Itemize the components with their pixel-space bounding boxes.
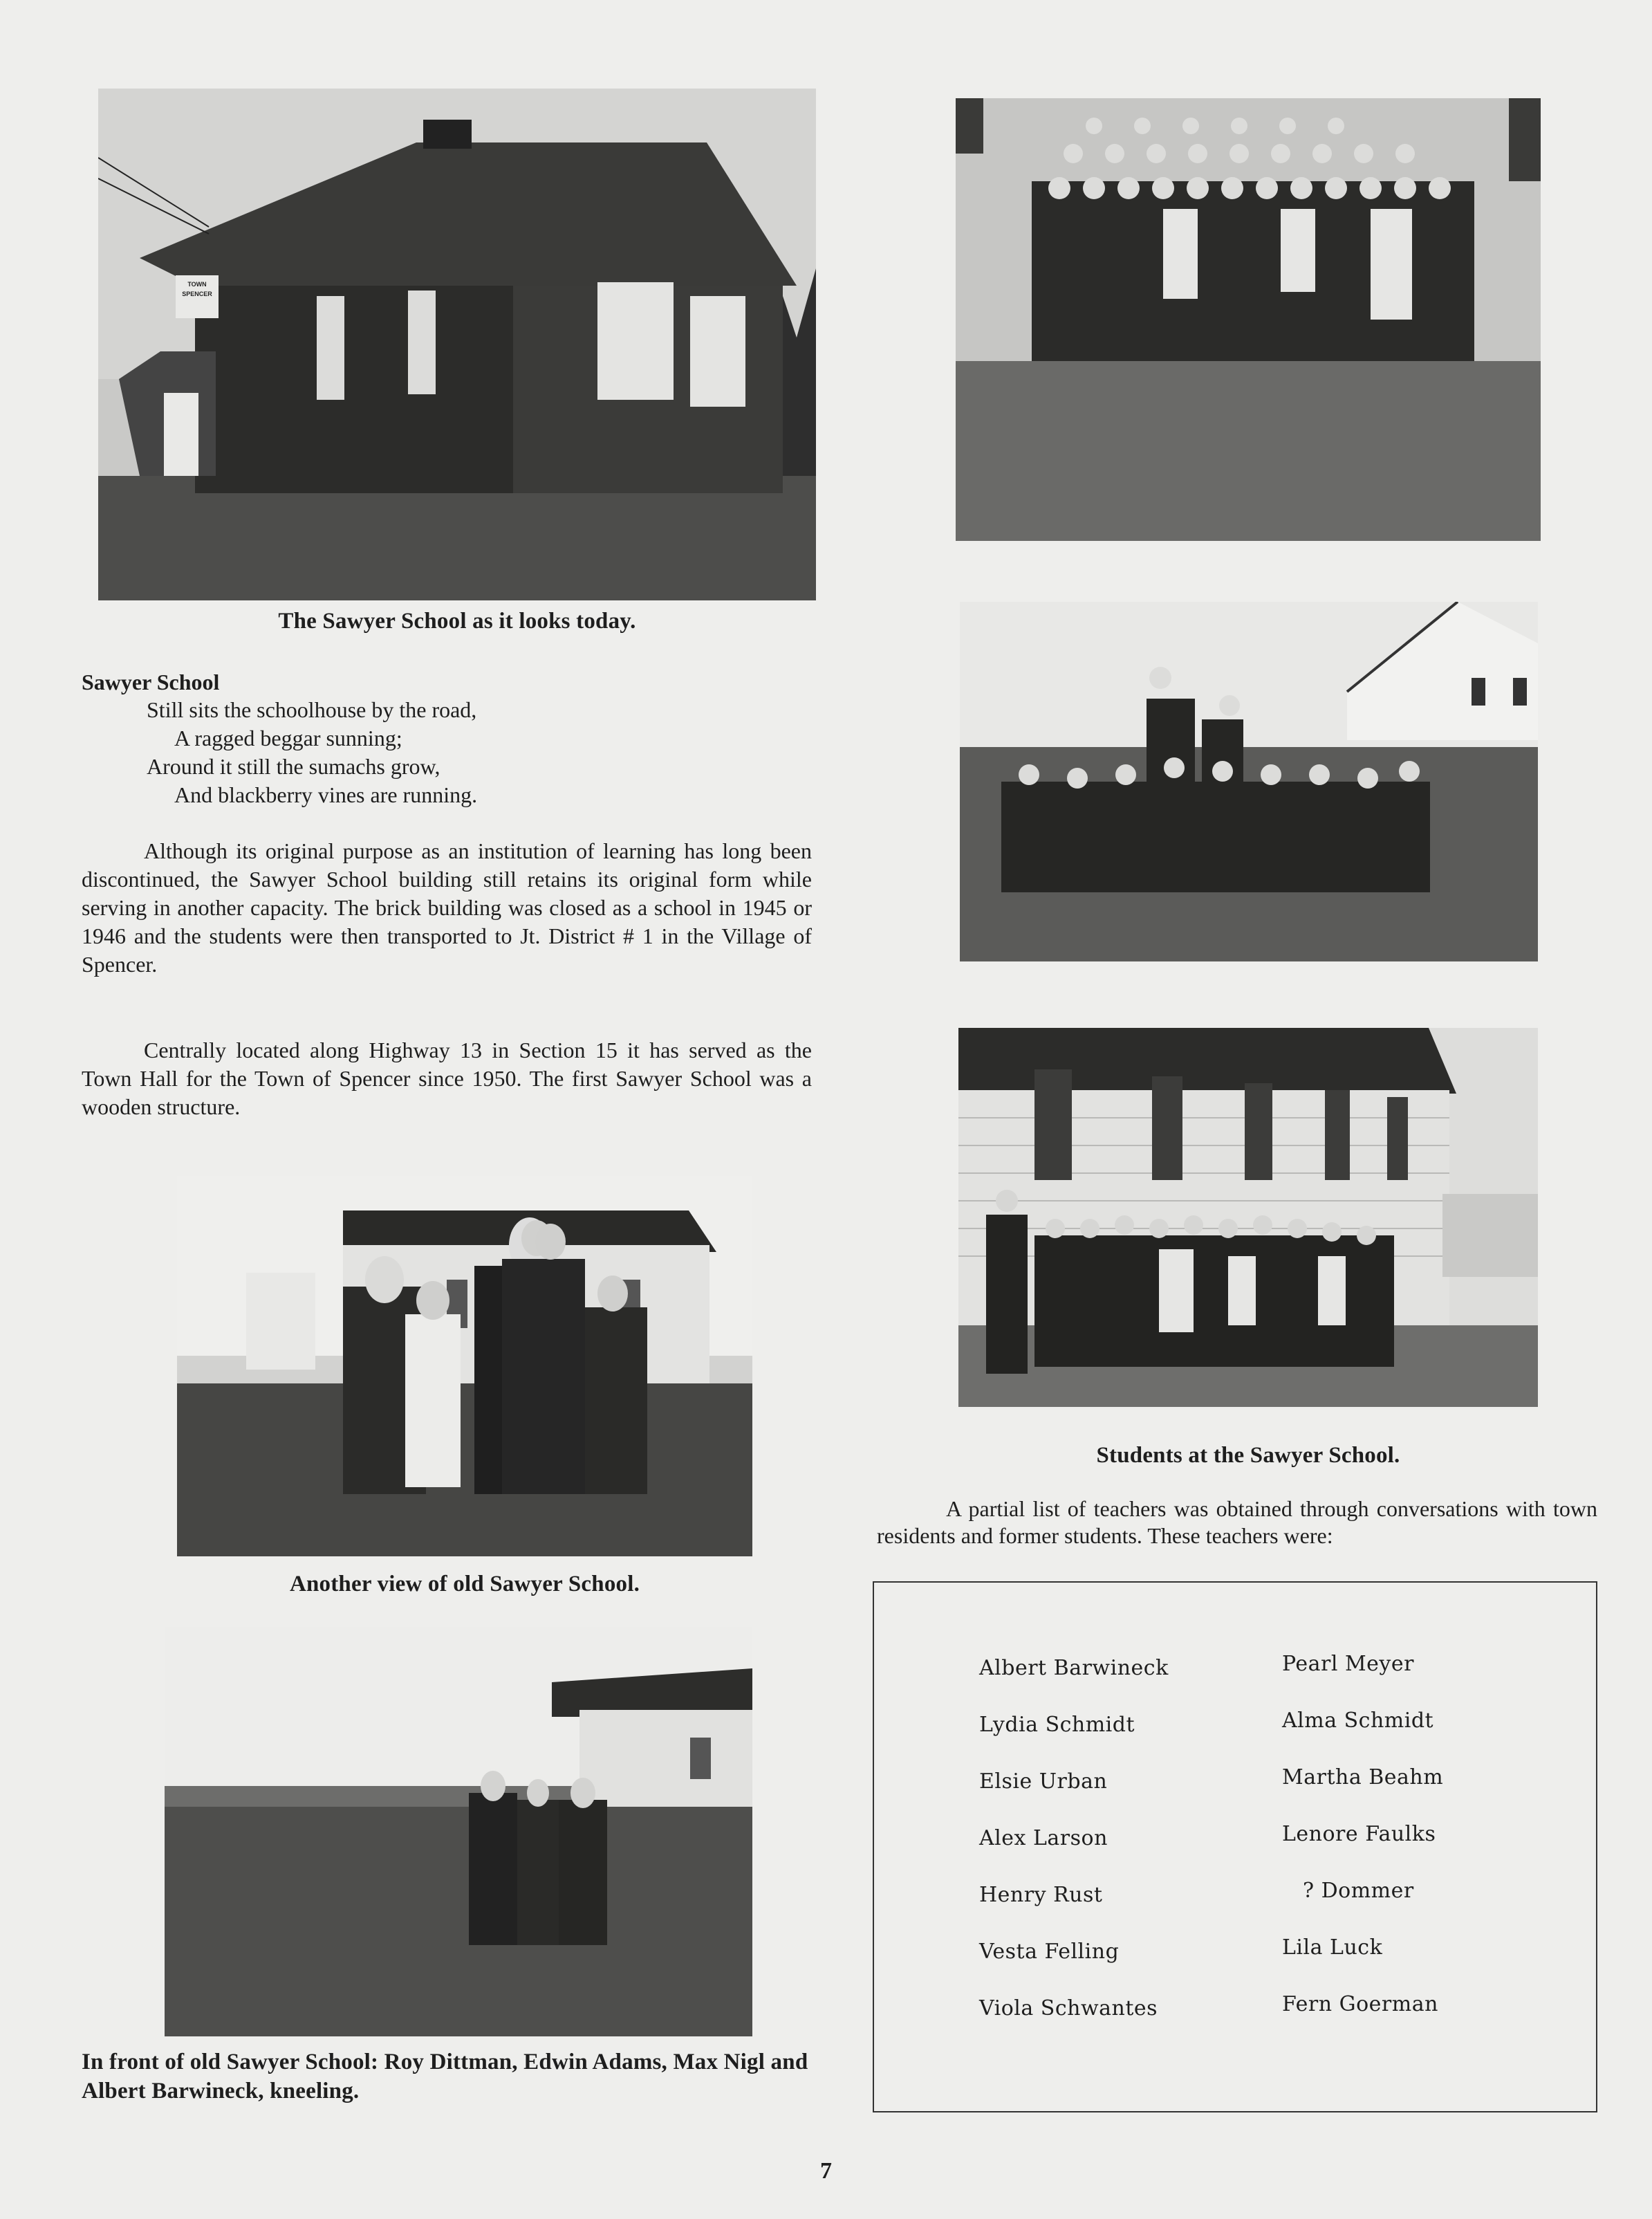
caption-another-view: Another view of old Sawyer School. (289, 1572, 640, 1596)
teacher-name: Albert Barwineck (979, 1656, 1169, 1680)
teacher-name: Lenore Faulks (1282, 1822, 1436, 1846)
article-paragraph-2 (82, 1036, 812, 1121)
town-sign-text (176, 279, 219, 299)
old-sawyer-school-photo (177, 1176, 752, 1556)
sign-line-1: TOWN (187, 281, 207, 288)
caption-in-front: In front of old Sawyer School: Roy Dittman, Edwin Adams, Max Nigl and Albert Barwineck, kneeling. (82, 2050, 808, 2103)
teachers-intro-text: A partial list of teachers was obtained through conversations with town residents and former students. These teachers were: (877, 1496, 1597, 1548)
teachers-intro (877, 1495, 1597, 1549)
teacher-name: Fern Goerman (1282, 1992, 1438, 2016)
sawyer-school-today-photo (98, 89, 816, 600)
teacher-name: Alma Schmidt (1282, 1709, 1434, 1733)
students-group-photo-3 (958, 1028, 1538, 1407)
article-paragraph-1 (82, 837, 812, 979)
caption-school-today: The Sawyer School as it looks today. (278, 609, 636, 634)
teacher-name: Alex Larson (979, 1826, 1108, 1850)
poem-line-3: Around it still the sumachs grow, (147, 754, 440, 779)
teacher-name: Henry Rust (979, 1883, 1103, 1907)
teacher-name: Vesta Felling (979, 1940, 1120, 1964)
teacher-name: ? Dommer (1303, 1879, 1414, 1903)
paragraph-1-text: Although its original purpose as an institution of learning has long been discontinued, the Sawyer School building still retains its original form while serving in another capacity. The brick building was closed as a school in 1945 or 1946 and the students were then transported to Jt. District # 1 in the Village of Spencer. (82, 838, 812, 977)
teacher-list-right (1282, 1652, 1443, 2049)
poem-line-2: A ragged beggar sunning; (174, 726, 402, 751)
students-group-photo-2 (960, 602, 1538, 961)
teacher-name: Lila Luck (1282, 1935, 1383, 1960)
poem (82, 696, 815, 809)
article-heading: Sawyer School (82, 670, 220, 694)
page-number: 7 (820, 2158, 832, 2184)
caption-students: Students at the Sawyer School. (1096, 1443, 1400, 1468)
poem-line-4: And blackberry vines are running. (174, 782, 478, 807)
teacher-name: Lydia Schmidt (979, 1713, 1135, 1737)
paragraph-2-text: Centrally located along Highway 13 in Section 15 it has served as the Town Hall for the Town of Spencer since 1950. The first Sawyer School was a wooden structure. (82, 1038, 812, 1119)
teacher-name: Pearl Meyer (1282, 1652, 1414, 1676)
sign-line-2: SPENCER (182, 291, 212, 297)
front-of-old-sawyer-school-photo (165, 1627, 752, 2036)
teacher-name: Viola Schwantes (979, 1996, 1158, 2020)
poem-line-1: Still sits the schoolhouse by the road, (147, 697, 477, 722)
teacher-list-left (979, 1656, 1169, 2053)
teacher-list-box (873, 1581, 1597, 2112)
teacher-name: Elsie Urban (979, 1769, 1108, 1794)
students-group-photo-1 (956, 98, 1541, 541)
teacher-name: Martha Beahm (1282, 1765, 1444, 1789)
